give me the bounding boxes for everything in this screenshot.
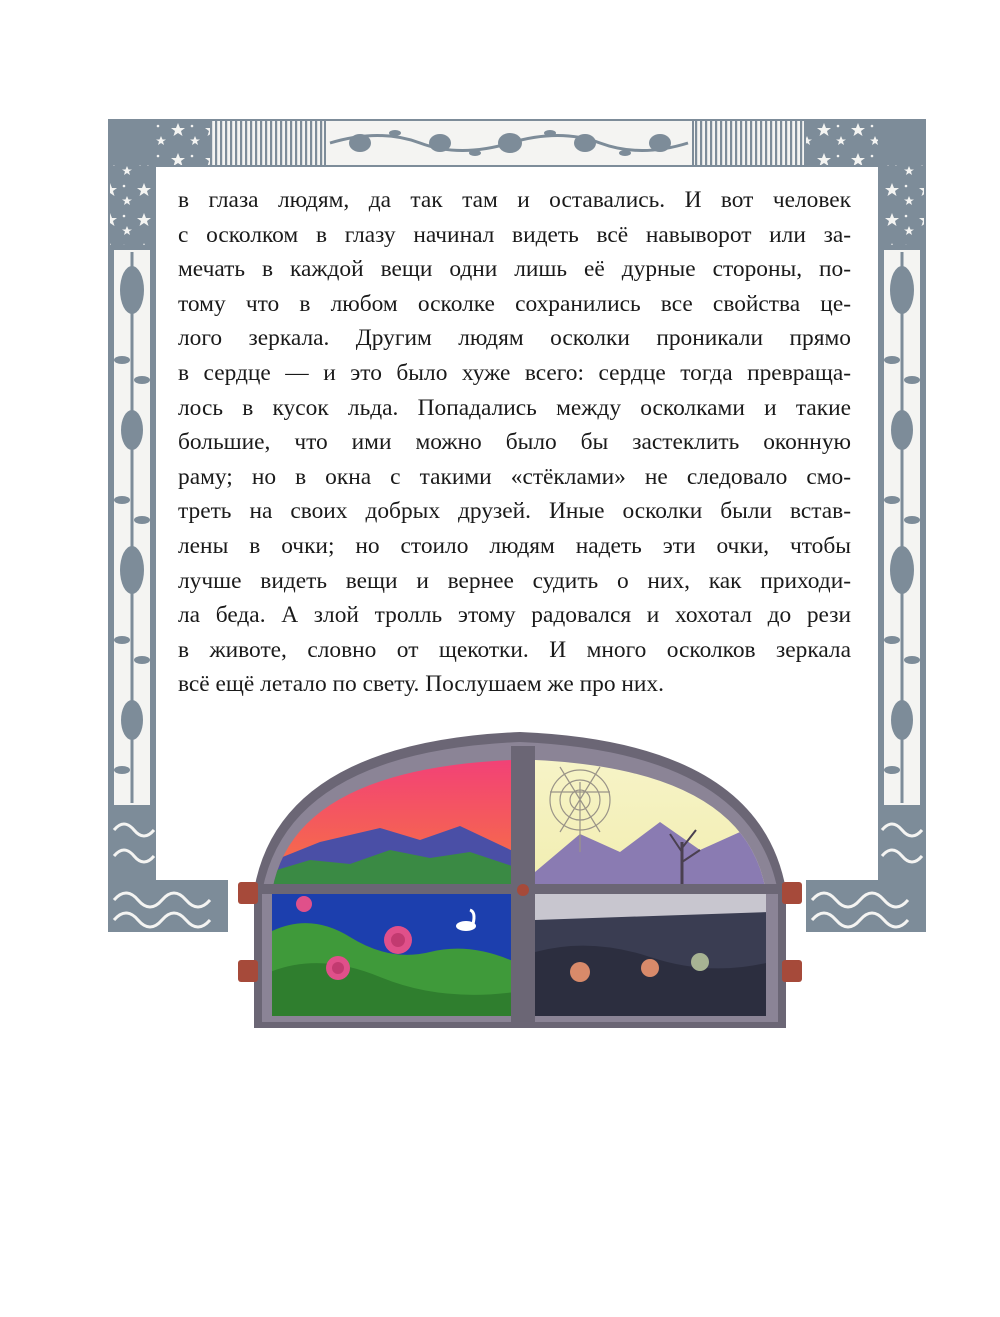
top-stripes-right — [694, 121, 804, 165]
left-stars — [110, 165, 154, 245]
window-illustration — [230, 722, 810, 1032]
text-line: лучше видеть вещи и вернее судить о них, как приходи- — [178, 567, 851, 594]
text-line: лого зеркала. Другим людям осколки проникали прямо — [178, 325, 851, 352]
text-line: всё ещё летало по свету. Послушаем же про них. — [178, 671, 664, 698]
text-line: тому что в любом осколке сохранились все свойства це- — [178, 290, 851, 317]
story-text — [178, 183, 851, 702]
wave-ornament-icon — [108, 808, 228, 932]
text-line: ла беда. А злой тролль этому радовался и хохотал до рези — [178, 602, 851, 629]
text-line: треть на своих добрых друзей. Иные осколки были встав- — [178, 498, 851, 525]
text-line: раму; но в окна с такими «стёклами» не следовало смо- — [178, 463, 851, 490]
right-stars — [880, 165, 924, 245]
text-line: в животе, словно от щекотки. И много осколков зеркала — [178, 636, 851, 663]
text-line: с осколком в глазу начинал видеть всё навыворот или за- — [178, 221, 851, 248]
wave-ornament-icon — [806, 808, 926, 932]
text-line: большие, что ими можно было бы застеклить оконную — [178, 429, 851, 456]
text-line: лось в кусок льда. Попадались между осколками и такие — [178, 394, 851, 421]
top-stripes-left — [212, 121, 324, 165]
window-knob — [517, 884, 529, 896]
text-line: мечать в каждой вещи одни лишь её дурные стороны, по- — [178, 256, 851, 283]
text-line: в глаза людям, да так там и оставались. И вот человек — [178, 187, 851, 213]
text-line: лены в очки; но стоило людям надеть эти очки, чтобы — [178, 532, 851, 559]
text-line: в сердце — и это было хуже всего: сердце тогда превраща- — [178, 359, 851, 386]
rose-icon — [296, 896, 312, 912]
